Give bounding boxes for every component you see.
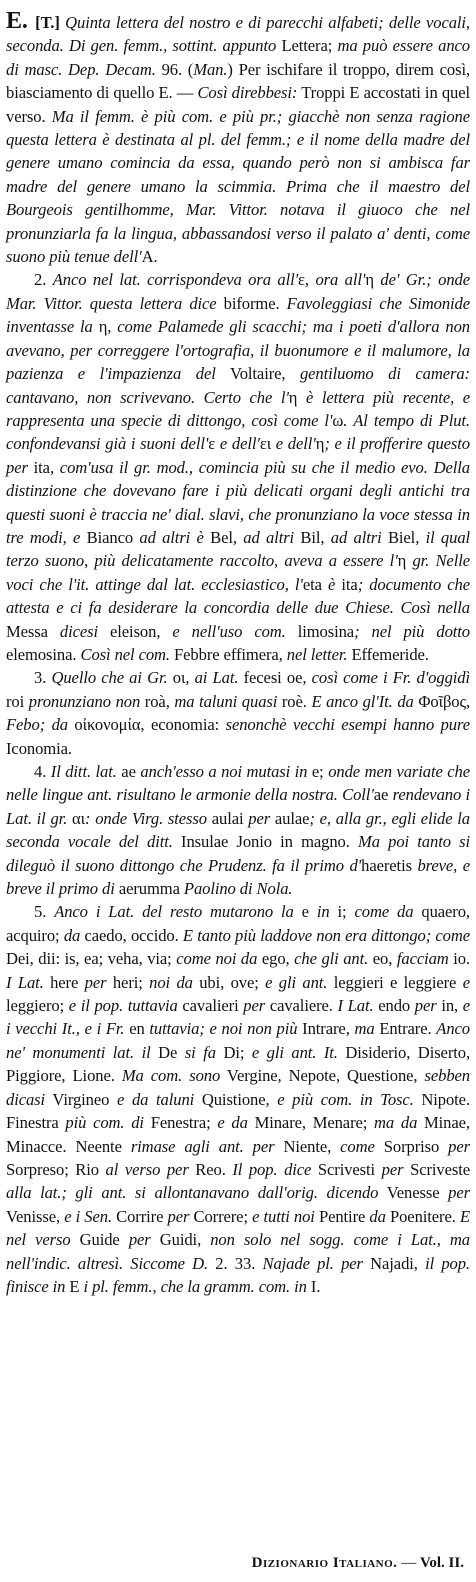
roman-run: 3. (34, 668, 52, 688)
roman-run: Minae, Minacce. Neente (6, 1113, 470, 1156)
italic-run: Anco i Lat. del resto mutarono la (54, 902, 294, 922)
italic-run: come noi da (176, 949, 258, 969)
italic-run: E anco gl'It. da (311, 691, 414, 711)
italic-run: Quello che ai Gr. (51, 668, 168, 688)
roman-run: Scrivesti (311, 1159, 382, 1179)
roman-run: roà (140, 691, 166, 711)
italic-run: , com'usa il gr. mod., comincia più su che il medio evo. Della distinzione che dovevano fare i più delicati organi degli antichi tra questi suoni è traccia ne' dial. slavi, che pronunziano la voce stessa in tre modi, e (6, 457, 470, 547)
italic-run: rimase agli ant. per (130, 1136, 275, 1156)
italic-run: E tanto più laddove non era dittongo; come (182, 925, 470, 945)
italic-run: Man. (193, 59, 228, 79)
roman-run: leggieri e leggiere (327, 972, 463, 992)
roman-run: Virgineo (45, 1089, 118, 1109)
italic-run: : onde Virg. stesso (84, 808, 207, 828)
italic-run: , così come i Fr. d'oggidì (302, 668, 470, 688)
roman-run: i; (329, 902, 355, 922)
italic-run: per (84, 972, 107, 992)
roman-run: η (365, 270, 374, 290)
roman-run: ita (335, 574, 358, 594)
entry-paragraph (6, 760, 470, 900)
roman-run: Reo. (188, 1159, 233, 1179)
italic-run: come (340, 1136, 375, 1156)
italic-run: facciam (396, 949, 449, 969)
italic-run: e tutti noi (252, 1206, 315, 1226)
italic-run: come da (354, 902, 414, 922)
dictionary-page (6, 10, 470, 1298)
italic-run: è lettera più recente, e rappresenta una specie di dittongo, così come l' (6, 387, 470, 430)
italic-run: ; e, alla gr., egli elide la seconda vocale del ditt. (6, 808, 470, 852)
roman-run: endo (373, 996, 415, 1016)
roman-run: E (65, 1276, 84, 1296)
italic-run: , come Palamede gli scacchi; ma i poeti d'allora non avevano, per correggere l'ortografia, il buonumore e il malumore, la pazienza e l'impazienza del (6, 317, 470, 384)
italic-run: che gli ant. (294, 949, 369, 969)
italic-run: Ma il femm. è più com. e più pr.; giacchè non senza ragione questa lettera è destinata al pl. del femm.; e il nome della madre del genere umano comincia da essa, quando però non si ambisca far madre del genere umano la scimmia. Prima che il maestro del Bourgeois gentilhomme, Mar. Vittor. notava il giuoco che nel pronunziarla fa la lingua, abbassandosi verso il palato a' denti, come suono più tenue dell' (6, 106, 470, 267)
italic-run: Il pop. dice (232, 1159, 312, 1179)
italic-run: pronunziano non (28, 691, 141, 711)
roman-run: Insulae Jonio in magno. (172, 832, 359, 852)
roman-run: limosina (285, 621, 355, 641)
roman-run: caedo, occido. (80, 925, 183, 945)
entry-source-tag: [T.] (35, 13, 60, 32)
italic-run: E nel verso (6, 1206, 470, 1250)
italic-run: più com. di (65, 1113, 144, 1133)
entry-paragraph (6, 900, 470, 1298)
entry-paragraph (6, 10, 470, 268)
italic-run: rendevano i Lat. il gr. (6, 785, 470, 828)
italic-run: , e nell'uso com. (156, 621, 286, 641)
italic-run: e i Sen. (64, 1206, 112, 1226)
roman-run: η (288, 387, 298, 407)
roman-run: A. (141, 247, 158, 267)
roman-run: οἰκονομία, (67, 715, 151, 735)
italic-run: Paolino di Nola. (183, 879, 293, 899)
italic-run: onde men variate che nelle lingue ant. risultano le armonie della nostra. Coll' (6, 762, 470, 805)
roman-run: Poenitere. (385, 1206, 460, 1226)
roman-run: ae (373, 785, 389, 805)
roman-run: Sorpriso (374, 1136, 449, 1156)
roman-run: Bil (294, 527, 321, 547)
roman-run: I. (306, 1276, 321, 1296)
entry-headword: E. (6, 8, 28, 34)
roman-run: eo, (368, 949, 397, 969)
roman-run: Venisse, (6, 1206, 65, 1226)
italic-run: ma (354, 1019, 375, 1039)
italic-run: per (248, 808, 271, 828)
roman-run: Intrare, (297, 1019, 355, 1039)
italic-run: Anco nel lat. corrispondeva ora all' (52, 270, 299, 290)
roman-run: ει (259, 434, 272, 454)
italic-run: e il pop. tuttavia (68, 996, 178, 1016)
roman-run: economia: (150, 715, 226, 735)
roman-run: here (43, 972, 85, 992)
italic-run: noi da (149, 972, 193, 992)
roman-run: ω (332, 410, 344, 430)
roman-run: ae (116, 762, 141, 781)
italic-run: al verso per (105, 1159, 189, 1179)
roman-run: Sorpreso; Rio (6, 1159, 106, 1179)
roman-run: Entrare. (374, 1019, 437, 1039)
italic-run: per (128, 1230, 151, 1250)
italic-run: ma da (374, 1113, 418, 1133)
roman-run: eta (302, 574, 322, 594)
italic-run: , ad altri (232, 527, 295, 547)
roman-run: Lettera; (276, 36, 338, 56)
roman-run: Pentire (314, 1206, 370, 1226)
roman-run: aulai (206, 808, 249, 828)
roman-run: ε (298, 270, 305, 290)
roman-run: eleison (98, 621, 157, 641)
roman-run: ita (27, 457, 50, 477)
italic-run: per (448, 1183, 470, 1203)
italic-run: I Lat. (6, 972, 44, 992)
italic-run: dicesi (59, 621, 99, 641)
italic-run: ma può essere anco di masc. Dep. Decam. (6, 36, 470, 79)
roman-run: De (150, 1042, 185, 1062)
footer-dash: — (397, 1555, 420, 1571)
roman-run: Iconomia. (6, 738, 72, 758)
roman-run: Bianco (80, 527, 140, 547)
italic-run: , ad altri (320, 527, 382, 547)
roman-run: in, (436, 996, 463, 1016)
italic-run: e gli ant. (265, 972, 328, 992)
roman-run: Messa (6, 621, 60, 641)
roman-run: Corrire (111, 1206, 168, 1226)
italic-run: I Lat. (337, 996, 374, 1016)
roman-run: Nipote. Finestra (6, 1089, 470, 1133)
italic-run: tuttavia; e noi non più (149, 1019, 298, 1039)
italic-run: Il ditt. lat. (50, 762, 117, 781)
roman-run: Scriveste (403, 1159, 470, 1179)
roman-run: elemosina. (6, 644, 81, 664)
italic-run: Quinta lettera del nostro e di parecchi alfabeti; delle vocali, seconda. Di gen. femm., sottint. appunto (6, 13, 470, 56)
italic-run: Anco ne' monumenti lat. il (6, 1019, 470, 1062)
roman-run: ) Per ischifare il troppo, direm così, biasciamento di quello E. — (6, 59, 470, 103)
italic-run: Ma poi tanto si dileguò il suono dittongo che Prudenz. fa il primo d' (6, 832, 470, 875)
italic-run: ; documento che attesta e ci fa desiderare la concordia delle due Chiese. Così nella (6, 574, 470, 618)
roman-run: Bel (203, 527, 233, 547)
italic-run: in (316, 902, 330, 922)
italic-run: non solo nel sogg. come i Lat., ma nell'indic. altresì. Siccome D. (6, 1230, 470, 1273)
roman-run: Effemeride. (347, 644, 429, 664)
italic-run: si fa (184, 1042, 216, 1062)
roman-run: heri; (106, 972, 150, 992)
roman-run: Troppi E accostati in quel verso. (6, 83, 470, 126)
roman-run: quaero, acquiro; (6, 902, 470, 945)
roman-run: Venesse (378, 1183, 449, 1203)
roman-run: Correre; (189, 1206, 253, 1226)
italic-run: e (462, 972, 470, 992)
roman-run: aerumma (114, 879, 184, 899)
italic-run: e i vecchi It., e i Fr. (6, 996, 471, 1039)
italic-run: per (448, 1136, 470, 1156)
roman-run: e (293, 902, 317, 922)
roman-run: Voltaire, (215, 364, 300, 384)
footer-title: Dizionario Italiano. (251, 1555, 398, 1571)
italic-run: da (63, 925, 81, 945)
italic-run: alla lat.; gli ant. si allontanavano dall'orig. dicendo (6, 1183, 379, 1203)
italic-run: il pop. finisce in (6, 1253, 470, 1296)
footer-volume: Vol. II. (419, 1555, 464, 1571)
roman-run: Biel (381, 527, 416, 547)
roman-run: en (124, 1019, 150, 1039)
roman-run: ego, (257, 949, 295, 969)
italic-run: Najade pl. per (262, 1253, 363, 1273)
italic-run: Così direbbesi: (197, 83, 298, 103)
italic-run: , Febo; da (6, 691, 471, 735)
italic-run: per (167, 1206, 190, 1226)
italic-run: da (369, 1206, 386, 1226)
roman-run: ubi, ove; (192, 972, 266, 992)
italic-run: Favoleggiasi che Simonide inventasse la (6, 293, 470, 337)
italic-run: breve, e breve il primo di (6, 855, 470, 899)
italic-run: e da (217, 1113, 248, 1133)
italic-run: e dell' (271, 434, 316, 454)
italic-run: . Al tempo di Plut. confondevansi già i suoni dell' (6, 410, 470, 454)
dictionary-entry-e (6, 10, 470, 1298)
roman-run: 2. (34, 270, 53, 290)
italic-run: Ma com. sono (121, 1066, 221, 1086)
italic-run: e da taluni (117, 1089, 195, 1109)
italic-run: per (381, 1159, 404, 1179)
roman-run: Guide (70, 1230, 129, 1250)
page-footer (0, 1555, 476, 1572)
roman-run: io. (448, 949, 471, 969)
roman-run: 96. ( (155, 59, 194, 79)
italic-run: de' Gr.; onde Mar. Vittor. questa lettera dice (6, 270, 470, 313)
roman-run: Febbre effimera, (169, 644, 287, 664)
roman-run: fecesi oe (238, 668, 303, 688)
italic-run: , ma taluni quasi (165, 691, 278, 711)
italic-run: Così nel com. (80, 644, 170, 664)
italic-run: anch'esso a noi mutasi in (140, 762, 308, 781)
italic-run: nel letter. (286, 644, 348, 664)
roman-run: Guidi, (150, 1230, 211, 1250)
italic-run: i pl. femm., che la gramm. com. in (83, 1276, 307, 1296)
roman-run: aulae (270, 808, 310, 828)
italic-run: e più com. in Tosc. (277, 1089, 414, 1109)
roman-run: roi (6, 691, 29, 711)
italic-run: gr. Nelle voci che l'it. attinge dal lat. ecclesiastico, l' (6, 551, 470, 594)
entry-paragraph (6, 666, 470, 760)
roman-run: Fenestra; (143, 1113, 218, 1133)
roman-run: Najadi, (362, 1253, 426, 1273)
roman-run: Φοῖβος (413, 691, 466, 711)
roman-run: η (315, 434, 325, 454)
roman-run: Disiderio, Diserto, Piggiore, Lione. (6, 1042, 471, 1086)
entry-paragraph (6, 268, 470, 666)
roman-run: Dei, dii: is, ea; veha, via; (6, 949, 177, 969)
roman-run: Minare, Menare; (247, 1113, 375, 1133)
roman-run: οι (167, 668, 186, 688)
roman-run: ε (208, 434, 216, 454)
italic-run: e dell' (215, 434, 260, 454)
roman-run: αι (67, 808, 85, 828)
roman-run: biforme. (216, 293, 287, 313)
roman-run: Quistione, (194, 1089, 278, 1109)
italic-run: sebben dicasi (6, 1066, 470, 1109)
italic-run: ; e il profferire questo per (6, 434, 470, 477)
roman-run: 4. (34, 762, 51, 781)
roman-run: cavalieri (177, 996, 244, 1016)
roman-run: Di; (215, 1042, 252, 1062)
italic-run: senonchè vecchi esempi hanno pure (225, 715, 470, 735)
italic-run: per (414, 996, 437, 1016)
italic-run: per (243, 996, 266, 1016)
roman-run: haeretis (361, 855, 418, 875)
roman-run: roè. (277, 691, 312, 711)
italic-run: gentiluomo di camera: cantavano, non scrivevano. Certo che l' (6, 364, 470, 407)
italic-run: , ai Lat. (185, 668, 239, 688)
italic-run: , il qual terzo suono, più delicatamente raccolto, aveva a essere l' (6, 527, 471, 571)
roman-run: e; (307, 762, 329, 781)
roman-run: 2. 33. (208, 1253, 263, 1273)
roman-run: η (397, 551, 407, 571)
italic-run: e gli ant. It. (251, 1042, 338, 1062)
roman-run: leggiero; (6, 996, 69, 1016)
roman-run: Niente, (274, 1136, 341, 1156)
roman-run: Vergine, Nepote, Questione, (220, 1066, 425, 1086)
italic-run: , ora all' (304, 270, 366, 290)
roman-run: cavaliere. (265, 996, 338, 1016)
italic-run: è (321, 574, 336, 594)
italic-run: ; nel più dotto (354, 621, 470, 641)
roman-run: 5. (34, 902, 55, 922)
roman-run: η (92, 317, 108, 337)
italic-run: ad altri è (139, 527, 204, 547)
